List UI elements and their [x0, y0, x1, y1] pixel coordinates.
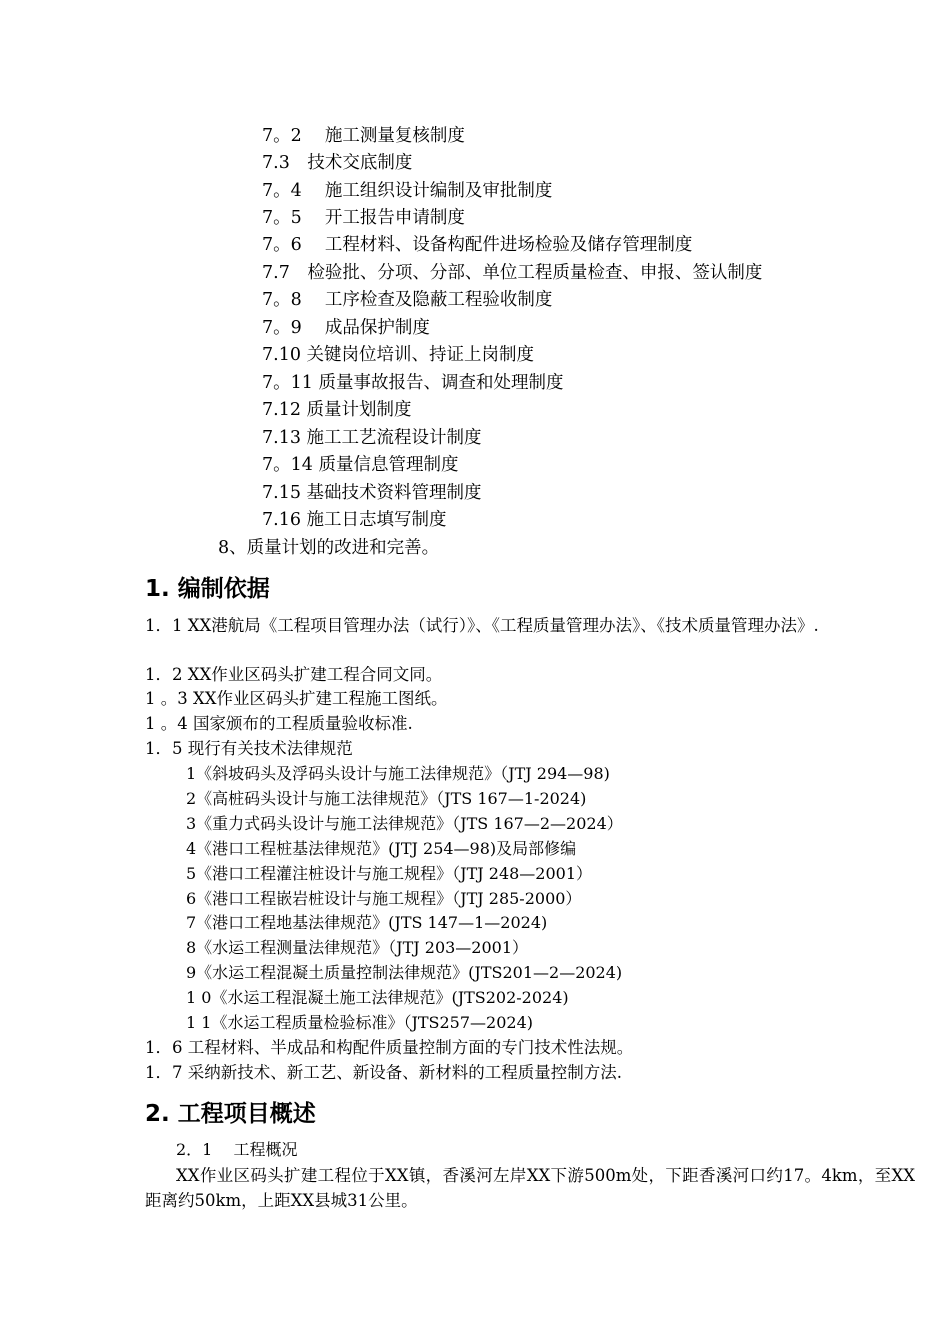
- toc-item: 7.12 质量计划制度: [262, 400, 412, 420]
- section-heading: 2. 工程项目概述: [145, 1101, 316, 1127]
- basis-item-1-7: 1．7 采纳新技术、新工艺、新设备、新材料的工程质量控制方法.: [145, 1063, 622, 1082]
- basis-item-1-3: 1 。3 XX作业区码头扩建工程施工图纸。: [145, 689, 448, 708]
- subsection-heading: 2．1 工程概况: [176, 1140, 298, 1159]
- overview-paragraph: XX作业区码头扩建工程位于XX镇，香溪河左岸XX下游500m处，下距香溪河口约17。4km，至XX距离约50km，上距XX县城31公里。: [145, 1166, 915, 1210]
- toc-item: 7。11 质量事故报告、调查和处理制度: [262, 373, 564, 393]
- toc-item: 7.7 检验批、分项、分部、单位工程质量检查、申报、签认制度: [262, 263, 763, 283]
- toc-item: 7。14 质量信息管理制度: [262, 455, 459, 475]
- toc-item: 7。5 开工报告申请制度: [262, 208, 465, 228]
- standard-item: 4《港口工程桩基法律规范》(JTJ 254—98)及局部修编: [186, 839, 577, 858]
- toc-item: 7.15 基础技术资料管理制度: [262, 483, 482, 503]
- standard-item: 1 0《水运工程混凝土施工法律规范》(JTS202-2024): [186, 988, 569, 1007]
- standard-item: 6《港口工程嵌岩桩设计与施工规程》（JTJ 285-2000）: [186, 889, 582, 908]
- toc-item: 7.16 施工日志填写制度: [262, 510, 447, 530]
- basis-item-1-4: 1 。4 国家颁布的工程质量验收标准.: [145, 714, 413, 733]
- toc-item: 7。2 施工测量复核制度: [262, 126, 465, 146]
- toc-item: 7.3 技术交底制度: [262, 153, 413, 173]
- toc-item: 7。9 成品保护制度: [262, 318, 430, 338]
- toc-item: 7.10 关键岗位培训、持证上岗制度: [262, 345, 535, 365]
- basis-item-1-2: 1．2 XX作业区码头扩建工程合同文同。: [145, 665, 443, 684]
- standard-item: 2《高桩码头设计与施工法律规范》（JTS 167—1-2024): [186, 789, 587, 808]
- toc-item: 7.13 施工工艺流程设计制度: [262, 428, 482, 448]
- standard-item: 1《斜坡码头及浮码头设计与施工法律规范》（JTJ 294—98): [186, 764, 610, 783]
- basis-item-1-6: 1．6 工程材料、半成品和构配件质量控制方面的专门技术性法规。: [145, 1038, 634, 1057]
- basis-item-1-1: 1．1 XX港航局《工程项目管理办法（试行）》、《工程质量管理办法》、《技术质量管理办法》.: [145, 616, 819, 635]
- section-heading: 1. 编制依据: [145, 576, 270, 602]
- standard-item: 8《水运工程测量法律规范》（JTJ 203—2001）: [186, 938, 529, 957]
- standard-item: 1 1《水运工程质量检验标准》（JTS257—2024): [186, 1013, 533, 1032]
- standard-item: 7《港口工程地基法律规范》(JTS 147—1—2024): [186, 913, 548, 932]
- standard-item: 3《重力式码头设计与施工法律规范》（JTS 167—2—2024）: [186, 814, 623, 833]
- toc-item: 7。6 工程材料、设备构配件进场检验及储存管理制度: [262, 235, 693, 255]
- toc-item: 7。4 施工组织设计编制及审批制度: [262, 181, 553, 201]
- basis-item-1-5: 1．5 现行有关技术法律规范: [145, 739, 353, 758]
- standard-item: 9《水运工程混凝土质量控制法律规范》(JTS201—2—2024): [186, 963, 623, 982]
- toc-item: 8、质量计划的改进和完善。: [218, 538, 440, 558]
- standard-item: 5《港口工程灌注桩设计与施工规程》（JTJ 248—2001）: [186, 864, 593, 883]
- toc-item: 7。8 工序检查及隐蔽工程验收制度: [262, 290, 553, 310]
